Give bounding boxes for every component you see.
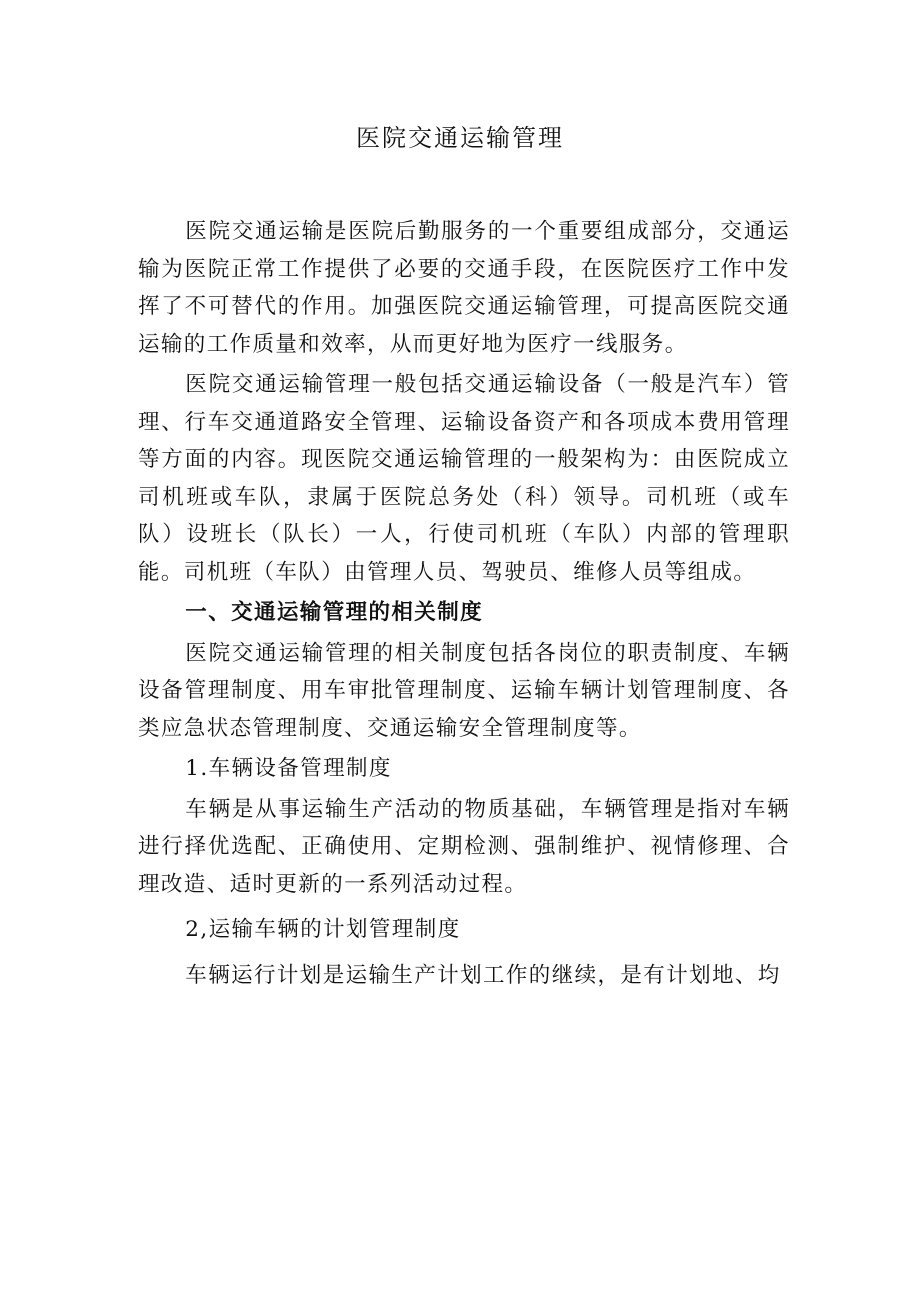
section-1-intro: 医院交通运输管理的相关制度包括各岗位的职责制度、车辆设备管理制度、用车审批管理制度、运输车辆计划管理制度、各类应急状态管理制度、交通运输安全管理制度等。 [138, 640, 790, 741]
section-heading-1: 一、交通运输管理的相关制度 [185, 600, 483, 625]
subsection-heading-1: 1.车辆设备管理制度 [185, 756, 392, 781]
subsection-heading-2: 2,运输车辆的计划管理制度 [185, 917, 461, 942]
paragraph-structure: 医院交通运输管理一般包括交通运输设备（一般是汽车）管理、行车交通道路安全管理、运输设备资产和各项成本费用管理等方面的内容。现医院交通运输管理的一般架构为：由医院成立司机班或车队，隶属于医院总务处（科）领导。司机班（或车队）设班长（队长）一人，行使司机班（车队）内部的管理职能。司机班（车队）由管理人员、驾驶员、维修人员等组成。 [138, 372, 790, 585]
page-title: 医院交通运输管理 [356, 124, 564, 152]
subsection-2-text: 车辆运行计划是运输生产计划工作的继续，是有计划地、均 [185, 962, 781, 988]
subsection-1-text: 车辆是从事运输生产活动的物质基础，车辆管理是指对车辆进行择优选配、正确使用、定期检测、强制维护、视情修理、合理改造、适时更新的一系列活动过程。 [138, 796, 790, 897]
document-body [138, 213, 790, 994]
paragraph-intro: 医院交通运输是医院后勤服务的一个重要组成部分，交通运输为医院正常工作提供了必要的交通手段，在医院医疗工作中发挥了不可替代的作用。加强医院交通运输管理，可提高医院交通运输的工作质量和效率，从而更好地为医疗一线服务。 [138, 219, 790, 357]
